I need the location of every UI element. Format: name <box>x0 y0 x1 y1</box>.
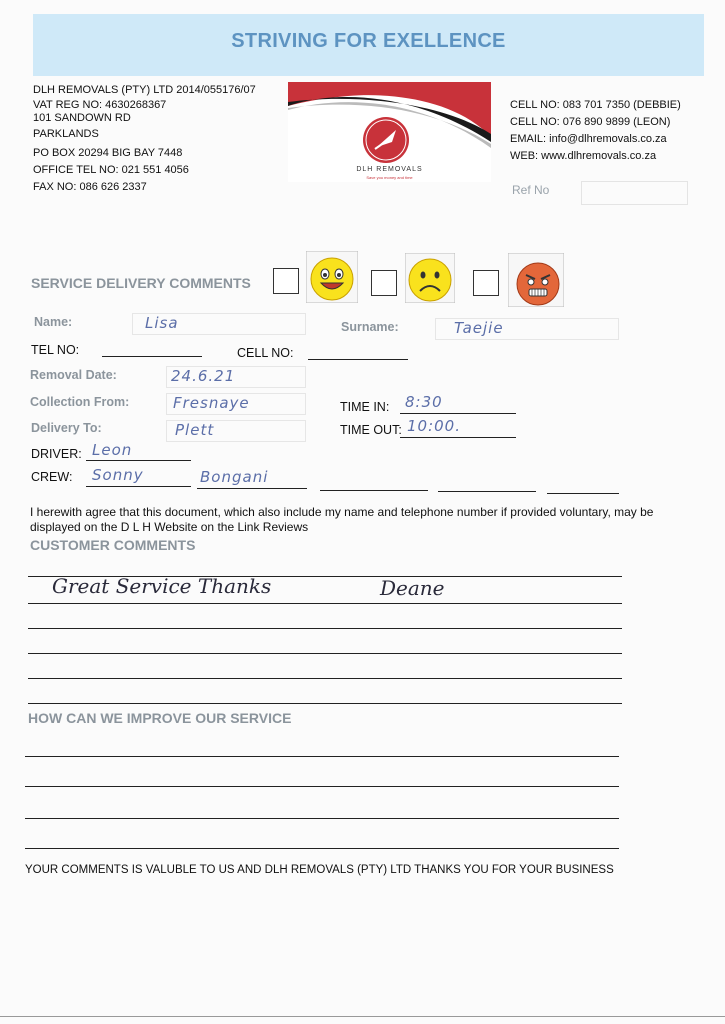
comment-line-2[interactable] <box>28 603 622 604</box>
ref-label: Ref No <box>512 183 550 197</box>
time-out-value: 10:00. <box>407 417 461 435</box>
page-bottom-edge <box>0 1016 725 1017</box>
company-line-2: VAT REG NO: 4630268367 <box>33 99 167 111</box>
company-line-6: OFFICE TEL NO: 021 551 4056 <box>33 164 189 176</box>
logo-name: DLH REMOVALS <box>356 166 423 173</box>
improve-line-1[interactable] <box>25 756 619 757</box>
rating-angry-checkbox[interactable] <box>473 270 499 296</box>
crew-field-4[interactable] <box>438 491 536 492</box>
collection-from-field[interactable] <box>166 393 306 415</box>
surname-field[interactable] <box>435 318 619 340</box>
rating-happy-checkbox[interactable] <box>273 268 299 294</box>
comment-line-3[interactable] <box>28 628 622 629</box>
customer-comment-text: Great Service Thanks <box>52 574 272 598</box>
improve-line-4[interactable] <box>25 848 619 849</box>
footer-text: YOUR COMMENTS IS VALUBLE TO US AND DLH REMOVALS (PTY) LTD THANKS YOU FOR YOUR BUSINESS <box>25 864 614 876</box>
contact-line-1: CELL NO: 083 701 7350 (DEBBIE) <box>510 99 681 111</box>
cell-label: CELL NO: <box>237 346 294 360</box>
page-title: STRIVING FOR EXELLENCE <box>231 30 506 52</box>
logo-emblem-icon <box>363 117 409 163</box>
name-field[interactable] <box>132 313 306 335</box>
happy-face-icon <box>306 251 358 303</box>
crew-field-5[interactable] <box>547 493 619 494</box>
company-line-5: PO BOX 20294 BIG BAY 7448 <box>33 147 183 159</box>
sad-face-icon <box>405 253 455 303</box>
cell-field[interactable] <box>308 359 408 360</box>
improve-heading: HOW CAN WE IMPROVE OUR SERVICE <box>28 710 292 726</box>
crew-field-2[interactable] <box>197 488 307 489</box>
improve-line-3[interactable] <box>25 818 619 819</box>
crew-value-2: Bongani <box>200 468 269 486</box>
contact-line-3: EMAIL: info@dlhremovals.co.za <box>510 133 667 145</box>
tel-label: TEL NO: <box>31 343 80 357</box>
company-logo <box>288 82 491 182</box>
tel-field[interactable] <box>102 356 202 357</box>
time-out-field[interactable] <box>400 437 516 438</box>
time-in-value: 8:30 <box>405 393 443 411</box>
crew-value-1: Sonny <box>92 466 144 484</box>
time-in-field[interactable] <box>400 413 516 414</box>
ref-input[interactable] <box>581 181 688 205</box>
delivery-to-label: Delivery To: <box>31 421 102 435</box>
time-out-label: TIME OUT: <box>340 423 402 437</box>
removal-date-label: Removal Date: <box>30 368 117 382</box>
driver-value: Leon <box>92 441 133 459</box>
contact-line-4: WEB: www.dlhremovals.co.za <box>510 150 657 162</box>
removal-date-field[interactable] <box>166 366 306 388</box>
company-line-4: PARKLANDS <box>33 128 99 140</box>
customer-comments-heading: CUSTOMER COMMENTS <box>30 537 196 553</box>
driver-label: DRIVER: <box>31 447 82 461</box>
name-label: Name: <box>34 315 73 329</box>
collection-from-value: Fresnaye <box>173 394 250 412</box>
delivery-to-value: Plett <box>175 421 215 439</box>
company-line-7: FAX NO: 086 626 2337 <box>33 181 147 193</box>
agreement-text: I herewith agree that this document, which also include my name and telephone number if provided voluntary, may be displayed on the D L H Website on the Link Reviews <box>30 505 654 534</box>
surname-label: Surname: <box>341 320 399 334</box>
rating-neutral-checkbox[interactable] <box>371 270 397 296</box>
name-value: Lisa <box>145 314 179 332</box>
removal-date-value: 24.6.21 <box>171 367 236 385</box>
crew-label: CREW: <box>31 470 73 484</box>
company-line-3: 101 SANDOWN RD <box>33 112 131 124</box>
crew-field-3[interactable] <box>320 490 428 491</box>
time-in-label: TIME IN: <box>340 400 390 414</box>
surname-value: Taejie <box>454 319 504 337</box>
contact-line-2: CELL NO: 076 890 9899 (LEON) <box>510 116 671 128</box>
improve-line-2[interactable] <box>25 786 619 787</box>
customer-signature: Deane <box>380 576 445 600</box>
comment-line-4[interactable] <box>28 653 622 654</box>
crew-field-1[interactable] <box>86 486 191 487</box>
logo-tagline: Save you money and time <box>366 175 413 180</box>
collection-from-label: Collection From: <box>30 395 130 409</box>
company-line-1: DLH REMOVALS (PTY) LTD 2014/055176/07 <box>33 84 256 96</box>
comment-line-5[interactable] <box>28 678 622 679</box>
angry-face-icon <box>508 253 564 307</box>
delivery-to-field[interactable] <box>166 420 306 442</box>
service-heading: SERVICE DELIVERY COMMENTS <box>31 275 251 291</box>
driver-field[interactable] <box>86 460 191 461</box>
comment-line-6[interactable] <box>28 703 622 704</box>
